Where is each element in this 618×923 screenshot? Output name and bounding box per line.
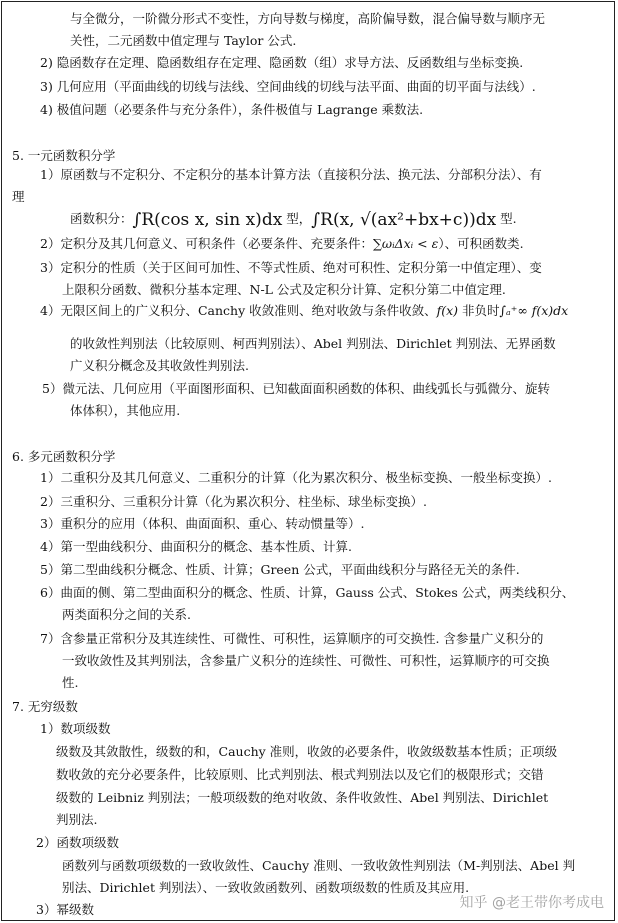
text-fragment: 4）无限区间上的广义积分、Canchy 收敛准则、绝对收敛与条件收敛、	[40, 303, 437, 318]
text-line: 的收敛性判别法（比较原则、柯西判别法）、Abel 判别法、Dirichlet 判别法、无界函数	[70, 336, 556, 351]
math-line	[70, 210, 517, 229]
formula: ∫R(cos x, sin x)dx	[132, 210, 283, 230]
list-item: 3）重积分的应用（体积、曲面面积、重心、转动惯量等）.	[40, 516, 365, 531]
section-heading: 5. 一元函数积分学	[12, 148, 116, 163]
list-item	[40, 235, 524, 253]
text-line: 判别法.	[56, 812, 98, 827]
text-line: 两类面积分之间的关系.	[62, 607, 191, 622]
list-item: 7）含参量正常积分及其连续性、可微性、可积性，运算顺序的可交换性. 含参量广义积分的	[40, 631, 544, 646]
text-line: 级数及其敛散性，级数的和，Cauchy 准则，收敛的必要条件，收敛级数基本性质；正项级	[56, 744, 558, 759]
formula: ∑ωᵢΔxᵢ < ε	[372, 236, 439, 251]
formula: ∫R(x, √(ax²+bx+c))dx	[311, 210, 497, 230]
text-fragment: 非负时	[458, 303, 500, 318]
list-item: 6）曲面的侧、第二型曲面积分的概念、性质、计算，Gauss 公式、Stokes 公式，两类线积分、	[40, 585, 575, 600]
section-heading: 7. 无穷级数	[12, 699, 78, 714]
list-item: 3）幂级数	[36, 902, 94, 917]
watermark: 知乎 @老王带你考成电	[459, 895, 604, 911]
list-item	[40, 302, 568, 320]
text-line: 性.	[62, 675, 79, 690]
text-fragment: 函数积分：	[70, 211, 133, 226]
text-line: 广义积分概念及其收敛性判别法.	[70, 358, 249, 373]
text-line: 关性，二元函数中值定理与 Taylor 公式.	[70, 33, 297, 48]
list-item: 2）函数项级数	[36, 835, 119, 850]
list-item: 2）三重积分、三重积分计算（化为累次积分、柱坐标、球坐标变换）.	[40, 494, 427, 509]
text-fragment: 型.	[496, 211, 517, 226]
formula: f(x)	[436, 303, 459, 318]
list-item: 5）第二型曲线积分概念、性质、计算；Green 公式，平面曲线积分与路径无关的条件.	[40, 562, 520, 577]
formula: ∫ₐ⁺∞ f(x)dx	[499, 303, 569, 318]
list-item: 1）原函数与不定积分、不定积分的基本计算方法（直接积分法、换元法、分部积分法）、有	[40, 167, 542, 182]
text-line: 级数的 Leibniz 判别法；一般项级数的绝对收敛、条件收敛性、Abel 判别法、Dirichlet	[56, 790, 549, 805]
list-item: 1）数项级数	[40, 721, 111, 736]
section-heading: 6. 多元函数积分学	[12, 449, 116, 464]
text-line: 体体积），其他应用.	[70, 403, 181, 418]
text-line: 数收敛的充分必要条件，比较原则、比式判别法、根式判别法以及它们的极限形式；交错	[56, 767, 544, 782]
document-page	[1, 1, 615, 921]
text-fragment: 型，	[282, 211, 312, 226]
text-line: 别法、Dirichlet 判别法）、一致收敛函数列、函数项级数的性质及其应用.	[62, 880, 470, 895]
text-fragment: 2）定积分及其几何意义、可积条件（必要条件、充要条件：	[40, 236, 373, 251]
list-item: 3) 几何应用（平面曲线的切线与法线、空间曲线的切线与法平面、曲面的切平面与法线）.	[40, 79, 536, 94]
list-item: 1）二重积分及其几何意义、二重积分的计算（化为累次积分、极坐标变换、一般坐标变换）.	[40, 470, 552, 485]
list-item: 2) 隐函数存在定理、隐函数组存在定理、隐函数（组）求导方法、反函数组与坐标变换.	[40, 55, 524, 70]
text-line: 函数列与函数项级数的一致收敛性、Cauchy 准则、一致收敛性判别法（M-判别法、Abel 判	[62, 858, 576, 873]
text-line: 与全微分，一阶微分形式不变性，方向导数与梯度，高阶偏导数，混合偏导数与顺序无	[70, 11, 546, 26]
text-line: 上限积分函数、微积分基本定理、N-L 公式及定积分计算、定积分第二中值定理.	[62, 282, 506, 297]
text-fragment: ）、可积函数类.	[438, 236, 524, 251]
list-item: 4) 极值问题（必要条件与充分条件），条件极值与 Lagrange 乘数法.	[40, 102, 424, 117]
text-line: 理	[12, 189, 25, 204]
list-item: 3）定积分的性质（关于区间可加性、不等式性质、绝对可积性、定积分第一中值定理）、变	[40, 260, 542, 275]
text-line: 一致收敛性及其判别法，含参量广义积分的连续性、可微性、可积性，运算顺序的可交换	[62, 653, 550, 668]
list-item: 4）第一型曲线积分、曲面积分的概念、基本性质、计算.	[40, 539, 352, 554]
list-item: 5）微元法、几何应用（平面图形面积、已知截面面积函数的体积、曲线弧长与弧微分、旋转	[42, 381, 550, 396]
